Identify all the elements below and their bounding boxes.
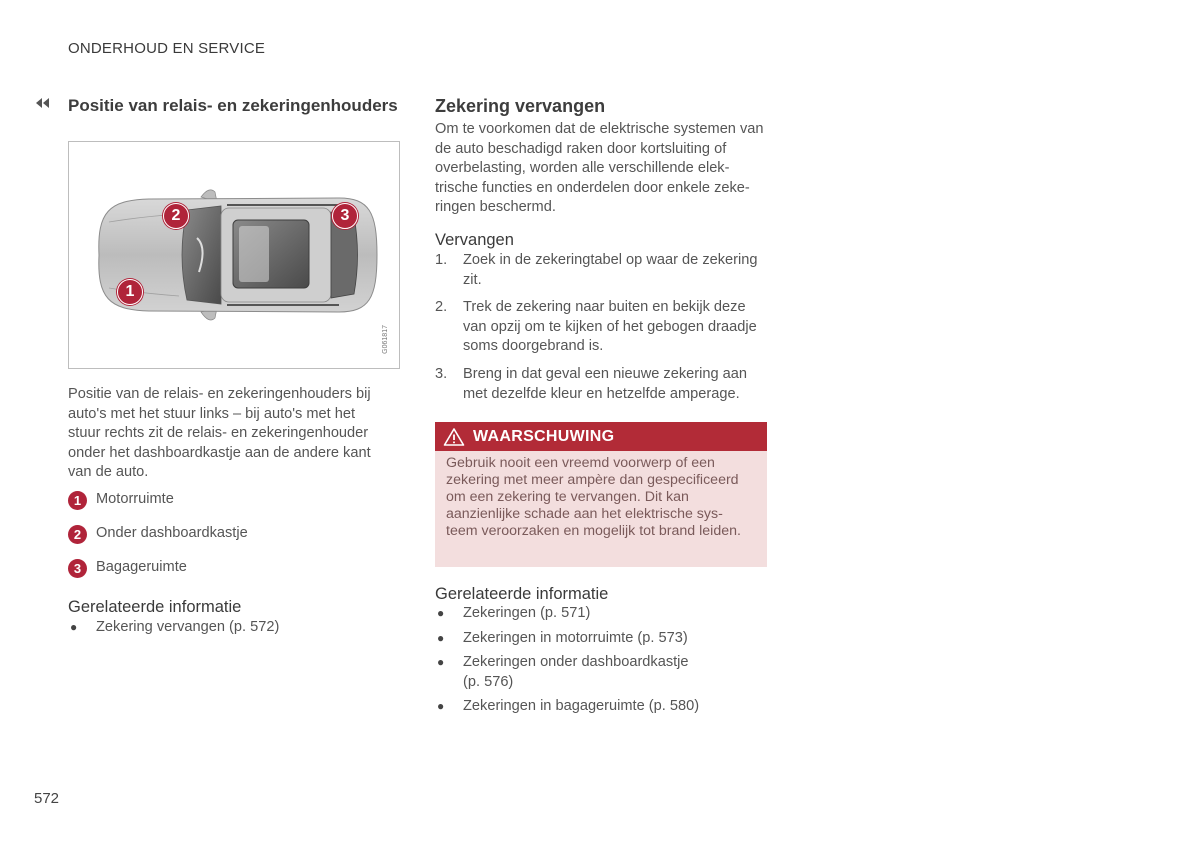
location-item [68, 490, 398, 510]
car-illustration [69, 142, 399, 368]
car-top-view-figure [68, 141, 400, 369]
related-links-list [435, 604, 735, 722]
marker-label: 2 [171, 207, 181, 224]
number-badge: 3 [68, 559, 87, 578]
step-number: 3. [435, 365, 448, 382]
location-item [68, 524, 398, 544]
related-link[interactable] [435, 604, 735, 624]
marker-3 [332, 203, 358, 229]
step-item [435, 298, 765, 357]
step-text: Trek de zekering naar buiten en bekijk deze van opzij om te kijken of het gebogen draadje soms doorgebrand is. [463, 299, 757, 355]
related-info-heading: Gerelateerde informatie [435, 585, 609, 603]
warning-body: Gebruik nooit een vreemd voorwerp of een zekering met meer ampère dan gespecificeerd om een zekering te vervangen. Dit kan aanzienlijke schade aan het elektrische systeem veroorzaken en mogelijk tot brand leiden. [435, 451, 767, 567]
section-title-relay-positions: Positie van relais- en zekeringenhouders [68, 96, 398, 115]
location-label: Bagageruimte [96, 559, 187, 575]
bullet-icon: ● [437, 606, 445, 620]
number-badge: 2 [68, 525, 87, 544]
location-label: Motorruimte [96, 491, 174, 507]
warning-title: WAARSCHUWING [473, 427, 615, 445]
location-item [68, 558, 398, 578]
marker-1 [117, 279, 143, 305]
location-list [68, 490, 398, 592]
related-link-text[interactable]: Zekeringen in motorruimte (p. 573) [463, 629, 688, 646]
bullet-icon: ● [437, 699, 445, 714]
warning-header [435, 422, 767, 451]
related-link-text[interactable]: Zekering vervangen (p. 572) [96, 619, 280, 635]
figure-caption: Positie van de relais- en zekeringenhouders bij auto's met het stuur links – bij auto's met het stuur rechts zit de relais- en zekeringenhouder onder het dashboardkastje aan de andere kant van de auto. [68, 386, 371, 481]
related-link[interactable] [435, 629, 735, 649]
section-title-replace-fuse: Zekering vervangen [435, 96, 606, 116]
related-links-list [68, 618, 398, 643]
marker-label: 1 [125, 283, 135, 300]
step-text: Zoek in de zekeringtabel op waar de zekering zit. [463, 252, 758, 288]
related-link-text[interactable]: Zekeringen (p. 571) [463, 605, 591, 621]
bullet-icon: ● [437, 655, 445, 670]
number-badge: 1 [68, 491, 87, 510]
related-link[interactable] [435, 653, 703, 692]
page-number: 572 [34, 790, 60, 807]
replace-heading: Vervangen [435, 231, 514, 249]
section-header: ONDERHOUD EN SERVICE [68, 40, 266, 57]
step-text: Breng in dat geval een nieuwe zekering aan met dezelfde kleur en hetzelfde amperage. [463, 365, 747, 402]
double-chevron-left-icon[interactable] [34, 96, 52, 110]
related-link-text[interactable]: Zekeringen in bagageruimte (p. 580) [463, 698, 700, 715]
replace-steps [435, 251, 765, 412]
figure-code: G061817 [382, 325, 389, 354]
location-label: Onder dashboardkastje [96, 525, 248, 541]
related-link[interactable] [68, 618, 398, 638]
related-info-heading: Gerelateerde informatie [68, 598, 242, 616]
step-item [435, 251, 765, 290]
marker-label: 3 [340, 207, 350, 224]
related-link[interactable] [435, 697, 735, 717]
step-item [435, 365, 765, 404]
related-link-text[interactable]: Zekeringen onder dashboardkastje (p. 576) [463, 654, 689, 690]
warning-triangle-icon [443, 427, 465, 447]
marker-2 [163, 203, 189, 229]
step-number: 2. [435, 299, 448, 316]
intro-paragraph: Om te voorkomen dat de elektrische systemen van de auto beschadigd raken door kortsluiting of overbelasting, worden alle verschillende elektrische functies en onderdelen door enkele zekeringen beschermd. [435, 121, 764, 216]
bullet-icon: ● [437, 630, 445, 645]
bullet-icon: ● [70, 620, 78, 634]
step-number: 1. [435, 252, 448, 268]
